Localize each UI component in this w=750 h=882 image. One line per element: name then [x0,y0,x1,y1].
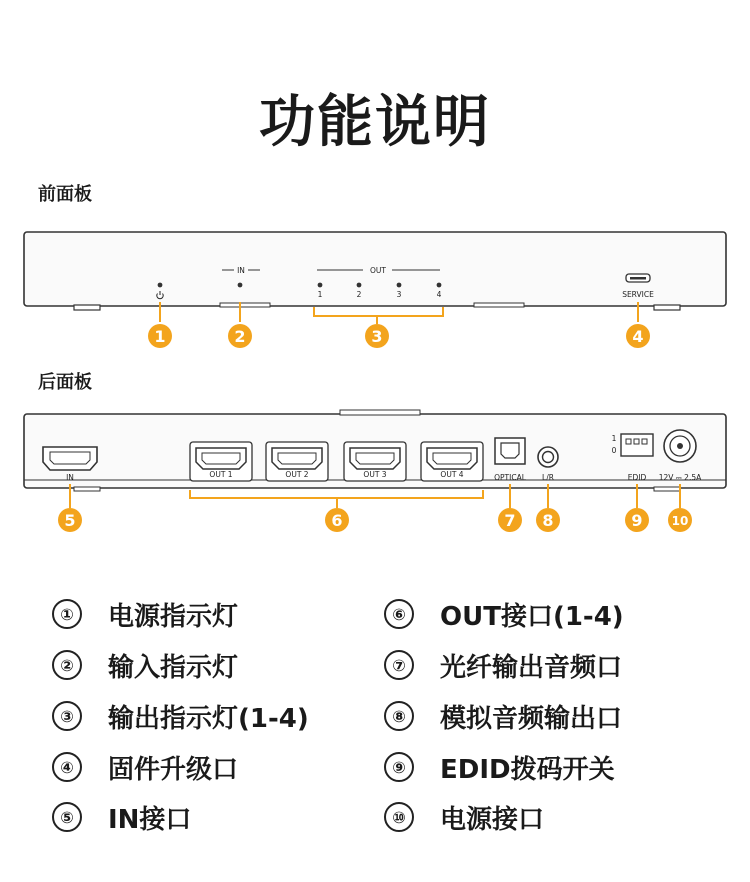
front-out-label: OUT [370,266,386,275]
badge-10 [668,508,692,532]
power-jack [664,430,696,462]
legend-text: EDID拨码开关 [440,754,615,785]
svg-text:7: 7 [504,511,516,530]
svg-text:10: 10 [671,514,689,528]
output-led-4 [437,283,442,288]
out-port-label-1: 1 [317,290,323,299]
out-label-1: OUT 1 [209,470,233,479]
rear-panel [24,410,726,508]
out-port-label-3: 3 [396,290,402,299]
power-label: 12V ⎓ 2.5A [658,473,702,482]
badge-7 [498,508,522,532]
front-panel [24,232,726,324]
badge-6 [325,508,349,532]
out-label-3: OUT 3 [363,470,387,479]
legend-item-2 [52,647,238,683]
front-in-label: IN [237,266,245,275]
legend-item-5 [52,799,191,835]
legend-text: IN接口 [108,804,192,835]
legend-item-4 [52,749,238,785]
svg-text:1: 1 [154,327,166,346]
power-led [158,283,163,288]
badge-9 [625,508,649,532]
legend-item-9 [384,749,615,785]
out-label-2: OUT 2 [285,470,309,479]
legend-item-1 [52,596,238,632]
svg-text:5: 5 [64,511,76,530]
svg-text:6: 6 [331,511,343,530]
legend-item-3 [52,698,309,734]
legend-number: ② [52,650,82,680]
legend-item-6 [384,596,624,632]
legend-number: ① [52,599,82,629]
page-title: 功能说明 [259,90,491,155]
badge-1 [148,324,172,348]
legend-number: ⑤ [52,802,82,832]
edid-dip-switch [621,434,653,456]
legend-text: 电源接口 [440,804,545,835]
legend-number: ⑩ [384,802,414,832]
legend-number: ③ [52,701,82,731]
legend-text: 模拟音频输出口 [440,703,623,734]
badge-5 [58,508,82,532]
legend-number: ⑨ [384,752,414,782]
hdmi-in-port [43,447,97,470]
legend-number: ④ [52,752,82,782]
input-led [238,283,243,288]
badge-3 [365,324,389,348]
legend-text: 光纤输出音频口 [440,652,623,683]
svg-text:3: 3 [371,327,383,346]
out-port-label-4: 4 [436,290,442,299]
legend-text: OUT接口(1-4) [440,601,624,632]
output-led-2 [357,283,362,288]
service-label: SERVICE [622,290,654,299]
svg-text:4: 4 [632,327,644,346]
switch-label-1: 1 [611,434,617,443]
optical-label: OPTICAL [494,473,526,482]
svg-text:9: 9 [631,511,643,530]
legend-text: 输入指示灯 [108,652,239,683]
front-panel-heading: 前面板 [38,184,92,205]
rear-in-label: IN [66,473,74,482]
output-led-3 [397,283,402,288]
svg-text:2: 2 [234,327,246,346]
badge-4 [626,324,650,348]
badge-8 [536,508,560,532]
out-port-label-2: 2 [356,290,362,299]
legend-number: ⑧ [384,701,414,731]
rear-panel-heading: 后面板 [38,372,92,393]
optical-port [495,438,525,464]
legend-item-8 [384,698,622,734]
legend-text: 固件升级口 [108,754,239,785]
legend-text: 输出指示灯(1-4) [108,703,309,734]
switch-label-0: 0 [611,446,617,455]
legend-item-10 [384,799,544,835]
legend-text: 电源指示灯 [108,601,239,632]
legend-number: ⑦ [384,650,414,680]
out-label-4: OUT 4 [440,470,464,479]
lr-label: L/R [542,473,554,482]
svg-text:8: 8 [542,511,554,530]
analog-audio-port [538,447,558,467]
legend-number: ⑥ [384,599,414,629]
legend-item-7 [384,647,622,683]
badge-2 [228,324,252,348]
edid-label: EDID [627,473,647,482]
output-led-1 [318,283,323,288]
